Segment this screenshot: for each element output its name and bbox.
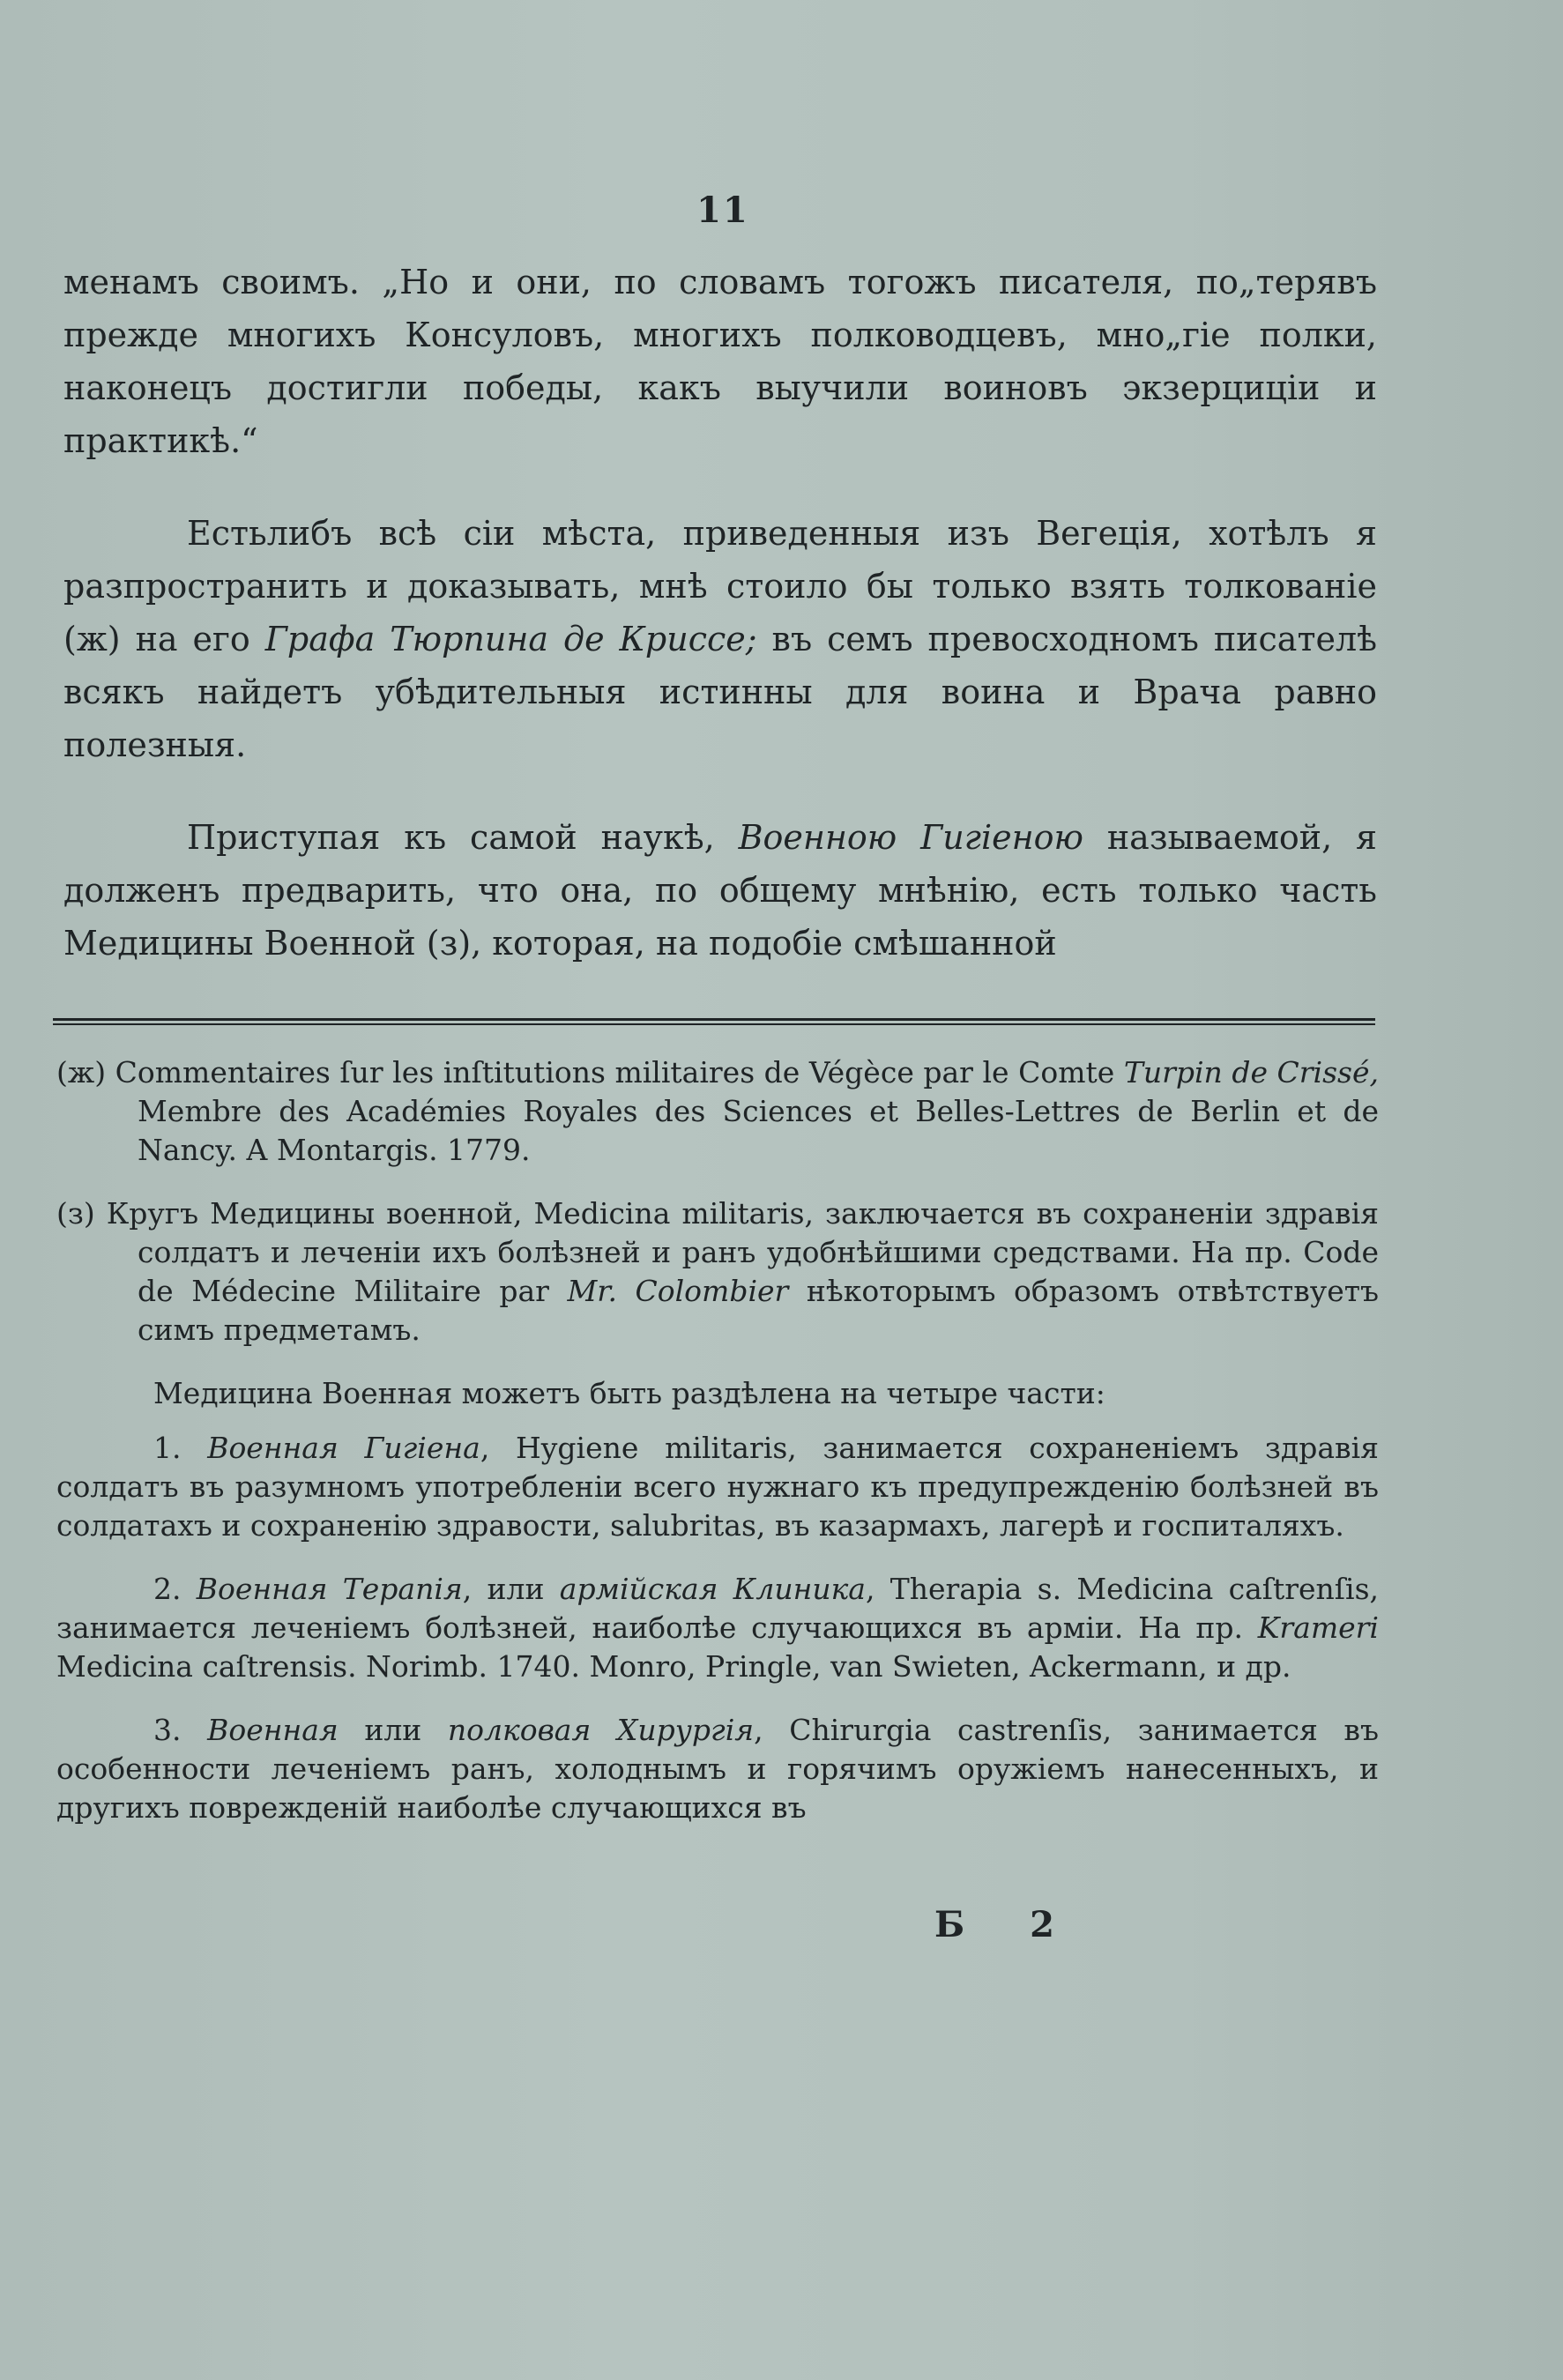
paragraph-3: Приступая къ самой наукѣ, Военною Гигіеною называемой, я долженъ предварить, что она, по общему мнѣнію, есть только часть Медицины Военной (з), которая, на подобіе смѣшанной (63, 818, 1377, 963)
paragraph-1: менамъ своимъ. „Но и они, по словамъ тогожъ писателя, по„терявъ прежде многихъ Консуловъ, многихъ полководцевъ, мно„гіе полки, наконецъ достигли победы, какъ выучили воиновъ экзерциціи и практикѣ.“ (63, 263, 1377, 460)
footnote-zh: (ж) Commentaires ſur les inſtitutions militaires de Végèce par le Comte Turpin de Crissé, Membre des Académies Royales des Sciences et Belles-Lettres de Berlin et de Nancy. A Montargis. 1779. (56, 1055, 1379, 1167)
footnotes (56, 1053, 1379, 1827)
paragraph-2: Естьлибъ всѣ сіи мѣста, приведенныя изъ Вегеція, хотѣлъ я разпространить и доказывать, мнѣ стоило бы только взять толкованіе (ж) на его Графа Тюрпина де Криссе; въ семъ превосходномъ писателѣ всякъ найдетъ убѣдительныя истинны для воина и Врача равно полезныя. (63, 514, 1378, 764)
part-3: 3. Военная или полковая Хирургія, Chirurgia castrenſis, занимается въ особенности леченіемъ ранъ, холоднымъ и горячимъ оружіемъ нанесенныхъ, и другихъ поврежденій наиболѣе случающихся въ (56, 1713, 1380, 1825)
main-text (63, 256, 1377, 970)
signature-mark: Б 2 (934, 1904, 1081, 1945)
part-1: 1. Военная Гигіена, Hygiene militaris, занимается сохраненіемъ здравія солдатъ въ разумномъ употребленіи всего нужнаго къ предупрежденію болѣзней въ солдатахъ и сохраненію здравости, salubritas, въ казармахъ, лагерѣ и госпиталяхъ. (56, 1431, 1379, 1543)
footnote-z: (з) Кругъ Медицины военной, Medicina militaris, заключается въ сохраненіи здравія солдатъ и леченіи ихъ болѣзней и ранъ удобнѣйшими средствами. На пр. Code de Médecine Militaire par Mr. Colombier нѣкоторымъ образомъ отвѣтствуетъ симъ предметамъ. (56, 1196, 1379, 1347)
part-2: 2. Военная Терапія, или армійская Клиника, Therapia s. Medicina caſtrenſis, занимается леченіемъ болѣзней, наиболѣе случающихся въ арміи. На пр. Krameri Medicina caſtrensis. Norimb. 1740. Monro, Pringle, van Swieten, Ackermann, и др. (56, 1572, 1380, 1684)
footnote-divider (53, 1018, 1375, 1025)
division-heading: Медицина Военная можетъ быть раздѣлена на четыре части: (153, 1376, 1105, 1410)
page-number: 11 (696, 190, 749, 231)
